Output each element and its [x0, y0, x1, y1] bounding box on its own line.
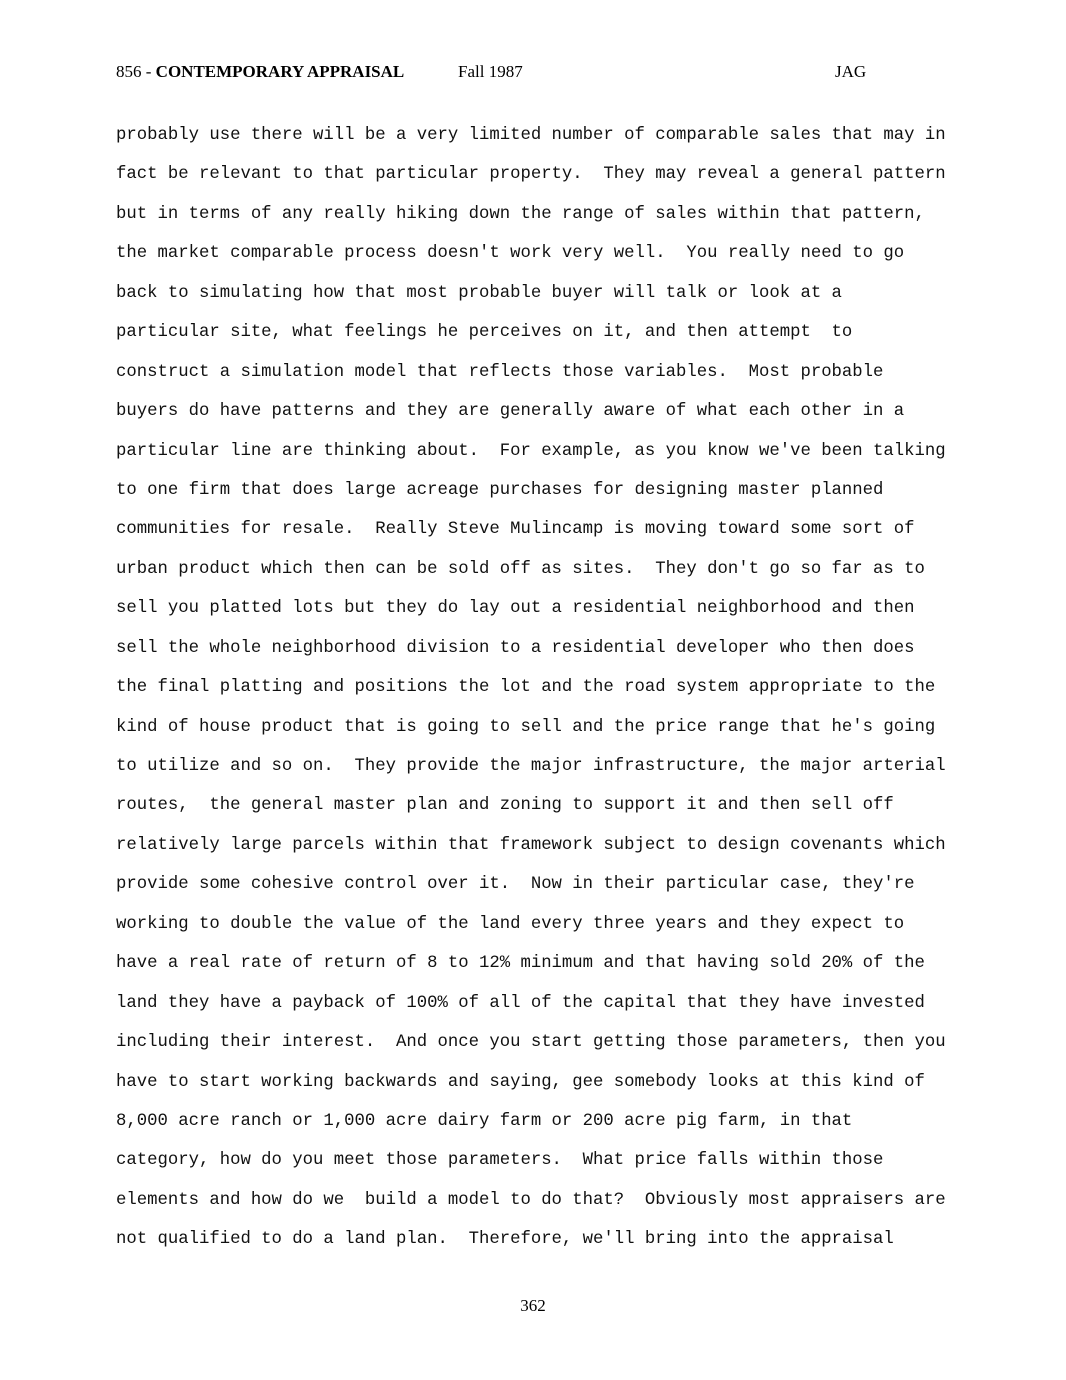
text-line: provide some cohesive control over it. Now in their particular case, they're [116, 875, 915, 895]
page-header [116, 62, 956, 86]
text-line: to utilize and so on. They provide the major infrastructure, the major arterial [116, 757, 946, 776]
text-line: sell the whole neighborhood division to a residential developer who then does [116, 638, 915, 658]
text-line: including their interest. And once you start getting those parameters, then you [116, 1033, 946, 1053]
text-line: working to double the value of the land every three years and they expect to [116, 914, 905, 934]
text-line: routes, the general master plan and zoning to support it and then sell off [116, 796, 894, 816]
text-line: land they have a payback of 100% of all of the capital that they have invested [116, 993, 925, 1013]
text-line: communities for resale. Really Steve Mulincamp is moving toward some sort of [116, 520, 915, 540]
text-line: have a real rate of return of 8 to 12% minimum and that having sold 20% of the [116, 954, 925, 974]
text-line: fact be relevant to that particular property. They may reveal a general pattern [116, 165, 946, 185]
page-number: 362 [520, 1296, 546, 1315]
text-line: to one firm that does large acreage purchases for designing master planned [116, 480, 884, 500]
text-line: the final platting and positions the lot and the road system appropriate to the [116, 678, 936, 698]
text-line: 8,000 acre ranch or 1,000 acre dairy farm or 200 acre pig farm, in that [116, 1111, 853, 1131]
text-line: sell you platted lots but they do lay out a residential neighborhood and then [116, 599, 915, 619]
text-line: kind of house product that is going to sell and the price range that he's going [116, 717, 936, 737]
text-line: urban product which then can be sold off as sites. They don't go so far as to [116, 559, 925, 579]
text-line: construct a simulation model that reflects those variables. Most probable [116, 362, 884, 382]
text-line: back to simulating how that most probable buyer will talk or look at a [116, 283, 842, 303]
text-line: elements and how do we build a model to do that? Obviously most appraisers are [116, 1190, 946, 1210]
text-line: category, how do you meet those parameters. What price falls within those [116, 1151, 884, 1171]
text-line: not qualified to do a land plan. Therefore, we'll bring into the appraisal [116, 1230, 894, 1250]
transcript-body [116, 122, 966, 1266]
text-line: buyers do have patterns and they are generally aware of what each other in a [116, 402, 905, 422]
text-line: particular site, what feelings he perceives on it, and then attempt to [116, 323, 853, 343]
course-heading [116, 62, 404, 82]
text-line: the market comparable process doesn't work very well. You really need to go [116, 244, 905, 264]
course-number: 856 - [116, 62, 156, 81]
text-line: particular line are thinking about. For example, as you know we've been talking [116, 441, 946, 461]
text-line: probably use there will be a very limited number of comparable sales that may in [116, 126, 946, 145]
text-line: have to start working backwards and saying, gee somebody looks at this kind of [116, 1072, 925, 1092]
author-initials: JAG [835, 62, 867, 81]
text-line: relatively large parcels within that framework subject to design covenants which [116, 835, 946, 855]
course-title: CONTEMPORARY APPRAISAL [155, 62, 405, 81]
text-line: but in terms of any really hiking down the range of sales within that pattern, [116, 204, 925, 224]
term: Fall 1987 [458, 62, 523, 81]
